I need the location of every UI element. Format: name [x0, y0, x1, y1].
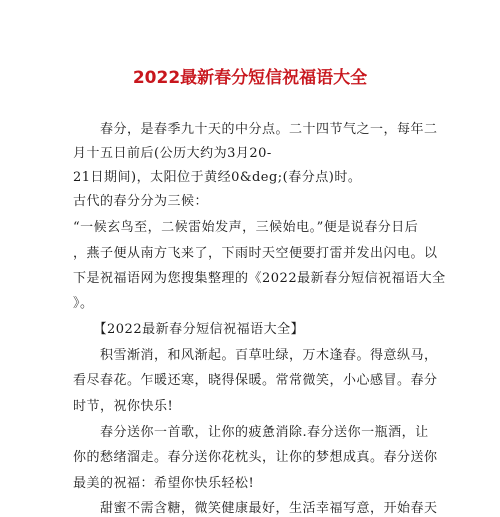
paragraph-line: 最美的祝福：希望你快乐轻松! [73, 476, 255, 491]
paragraph-line: 时节，祝你快乐! [73, 399, 174, 414]
paragraph-line: 积雪渐消，和风渐起。百草吐绿，万木逢春。得意纵马， [73, 348, 438, 363]
paragraph-line: 21日期间)，太阳位于黄经0&deg;(春分点)时。 [73, 170, 362, 185]
paragraph-line: 月十五日前后(公历大约为3月20- [73, 146, 272, 161]
section-heading: 【2022最新春分短信祝福语大全】 [73, 322, 305, 337]
document-title: 2022最新春分短信祝福语大全 [132, 68, 368, 88]
paragraph-line: 》。 [73, 296, 94, 311]
paragraph-line: 春分送你一首歌，让你的疲惫消除.春分送你一瓶酒，让 [73, 425, 429, 440]
paragraph-line: 古代的春分分为三候： [73, 194, 209, 209]
paragraph-line: 下是祝福语网为您搜集整理的《2022最新春分短信祝福语大全 [73, 271, 446, 286]
paragraph-line: ，燕子便从南方飞来了，下雨时天空便要打雷并发出闪电。以 [73, 246, 438, 261]
paragraph-line: 看尽春花。乍暖还寒，晓得保暖。常常微笑，小心感冒。春分 [73, 373, 438, 388]
paragraph-line: 甜蜜不需含糖，微笑健康最好，生活幸福写意，开始春天 [73, 501, 438, 516]
paragraph-line: 春分，是春季九十天的中分点。二十四节气之一，每年二 [73, 122, 438, 137]
paragraph-line: “一候玄鸟至，二候雷始发声，三候始电。”便是说春分日后 [73, 220, 419, 235]
paragraph-line: 你的愁绪溜走。春分送你花枕头，让你的梦想成真。春分送你 [73, 450, 438, 465]
